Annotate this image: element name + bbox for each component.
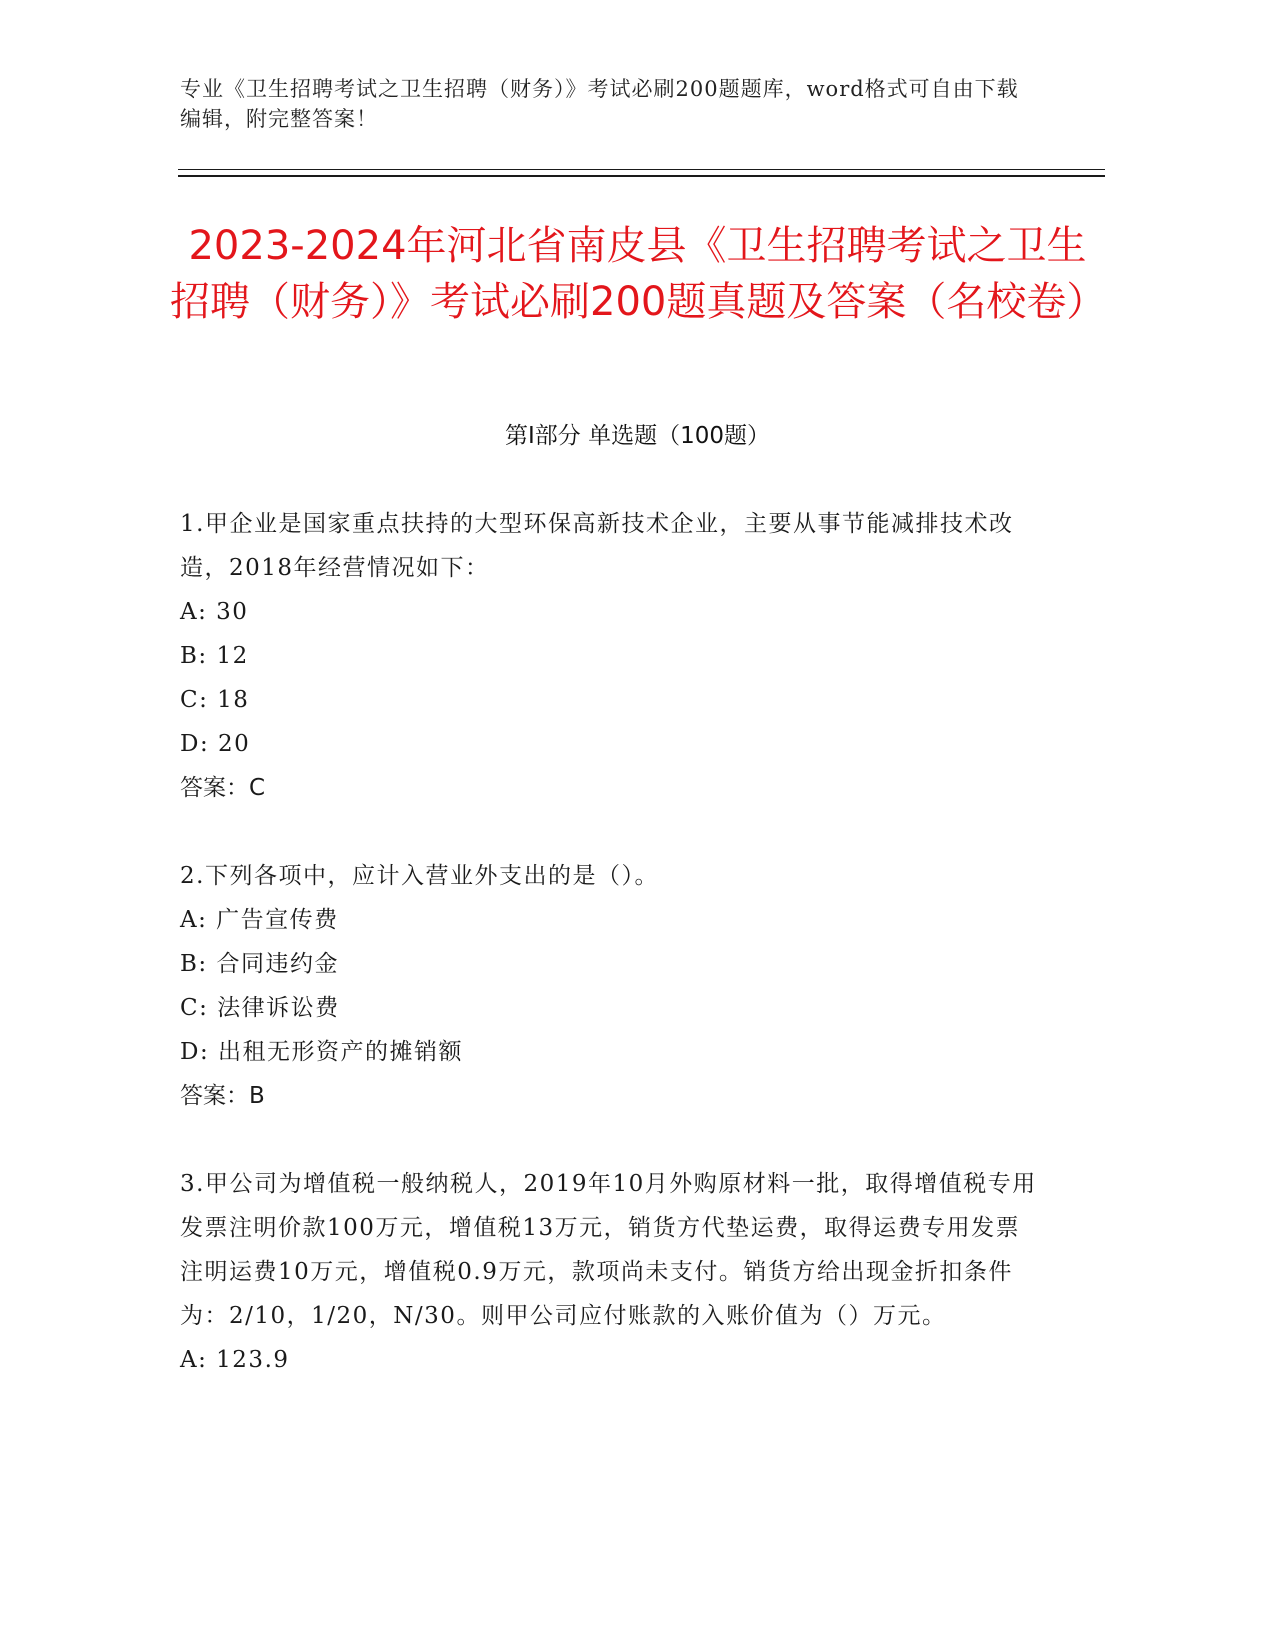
option-d: D: 20 bbox=[180, 731, 251, 757]
question-item bbox=[180, 502, 1040, 810]
option-c: C: 法律诉讼费 bbox=[180, 995, 340, 1021]
option-d: D: 出租无形资产的摊销额 bbox=[180, 1039, 464, 1065]
option-b: B: 12 bbox=[180, 643, 249, 669]
question-item bbox=[180, 1162, 1040, 1382]
question-stem: 2.下列各项中，应计入营业外支出的是（）。 bbox=[180, 863, 659, 889]
question-item bbox=[180, 854, 1040, 1118]
option-a: A: 广告宣传费 bbox=[180, 907, 339, 933]
section-heading: 第I部分 单选题（100题） bbox=[505, 423, 770, 449]
header-rule-thin bbox=[178, 169, 1105, 170]
answer-line: 答案：C bbox=[180, 775, 266, 801]
option-a: A: 30 bbox=[180, 599, 249, 625]
option-b: B: 合同违约金 bbox=[180, 951, 339, 977]
question-list bbox=[180, 502, 1040, 1426]
option-c: C: 18 bbox=[180, 687, 250, 713]
answer-line: 答案：B bbox=[180, 1083, 265, 1109]
document-title: 2023-2024年河北省南皮县《卫生招聘考试之卫生招聘（财务）》考试必刷200题真题及答案（名校卷） bbox=[170, 223, 1107, 325]
header-rule-thick bbox=[178, 175, 1105, 177]
header-note: 专业《卫生招聘考试之卫生招聘（财务）》考试必刷200题题库，word格式可自由下载编辑，附完整答案！ bbox=[180, 77, 1019, 131]
question-stem: 3.甲公司为增值税一般纳税人，2019年10月外购原材料一批，取得增值税专用发票注明价款100万元，增值税13万元，销货方代垫运费，取得运费专用发票注明运费10万元，增值税0.9万元，款项尚未支付。销货方给出现金折扣条件为：2/10，1/20，N/30。则甲公司应付账款的入账价值为（）万元。 bbox=[180, 1171, 1037, 1329]
question-stem: 1.甲企业是国家重点扶持的大型环保高新技术企业，主要从事节能减排技术改造，2018年经营情况如下： bbox=[180, 511, 1014, 581]
option-a: A: 123.9 bbox=[180, 1347, 290, 1373]
